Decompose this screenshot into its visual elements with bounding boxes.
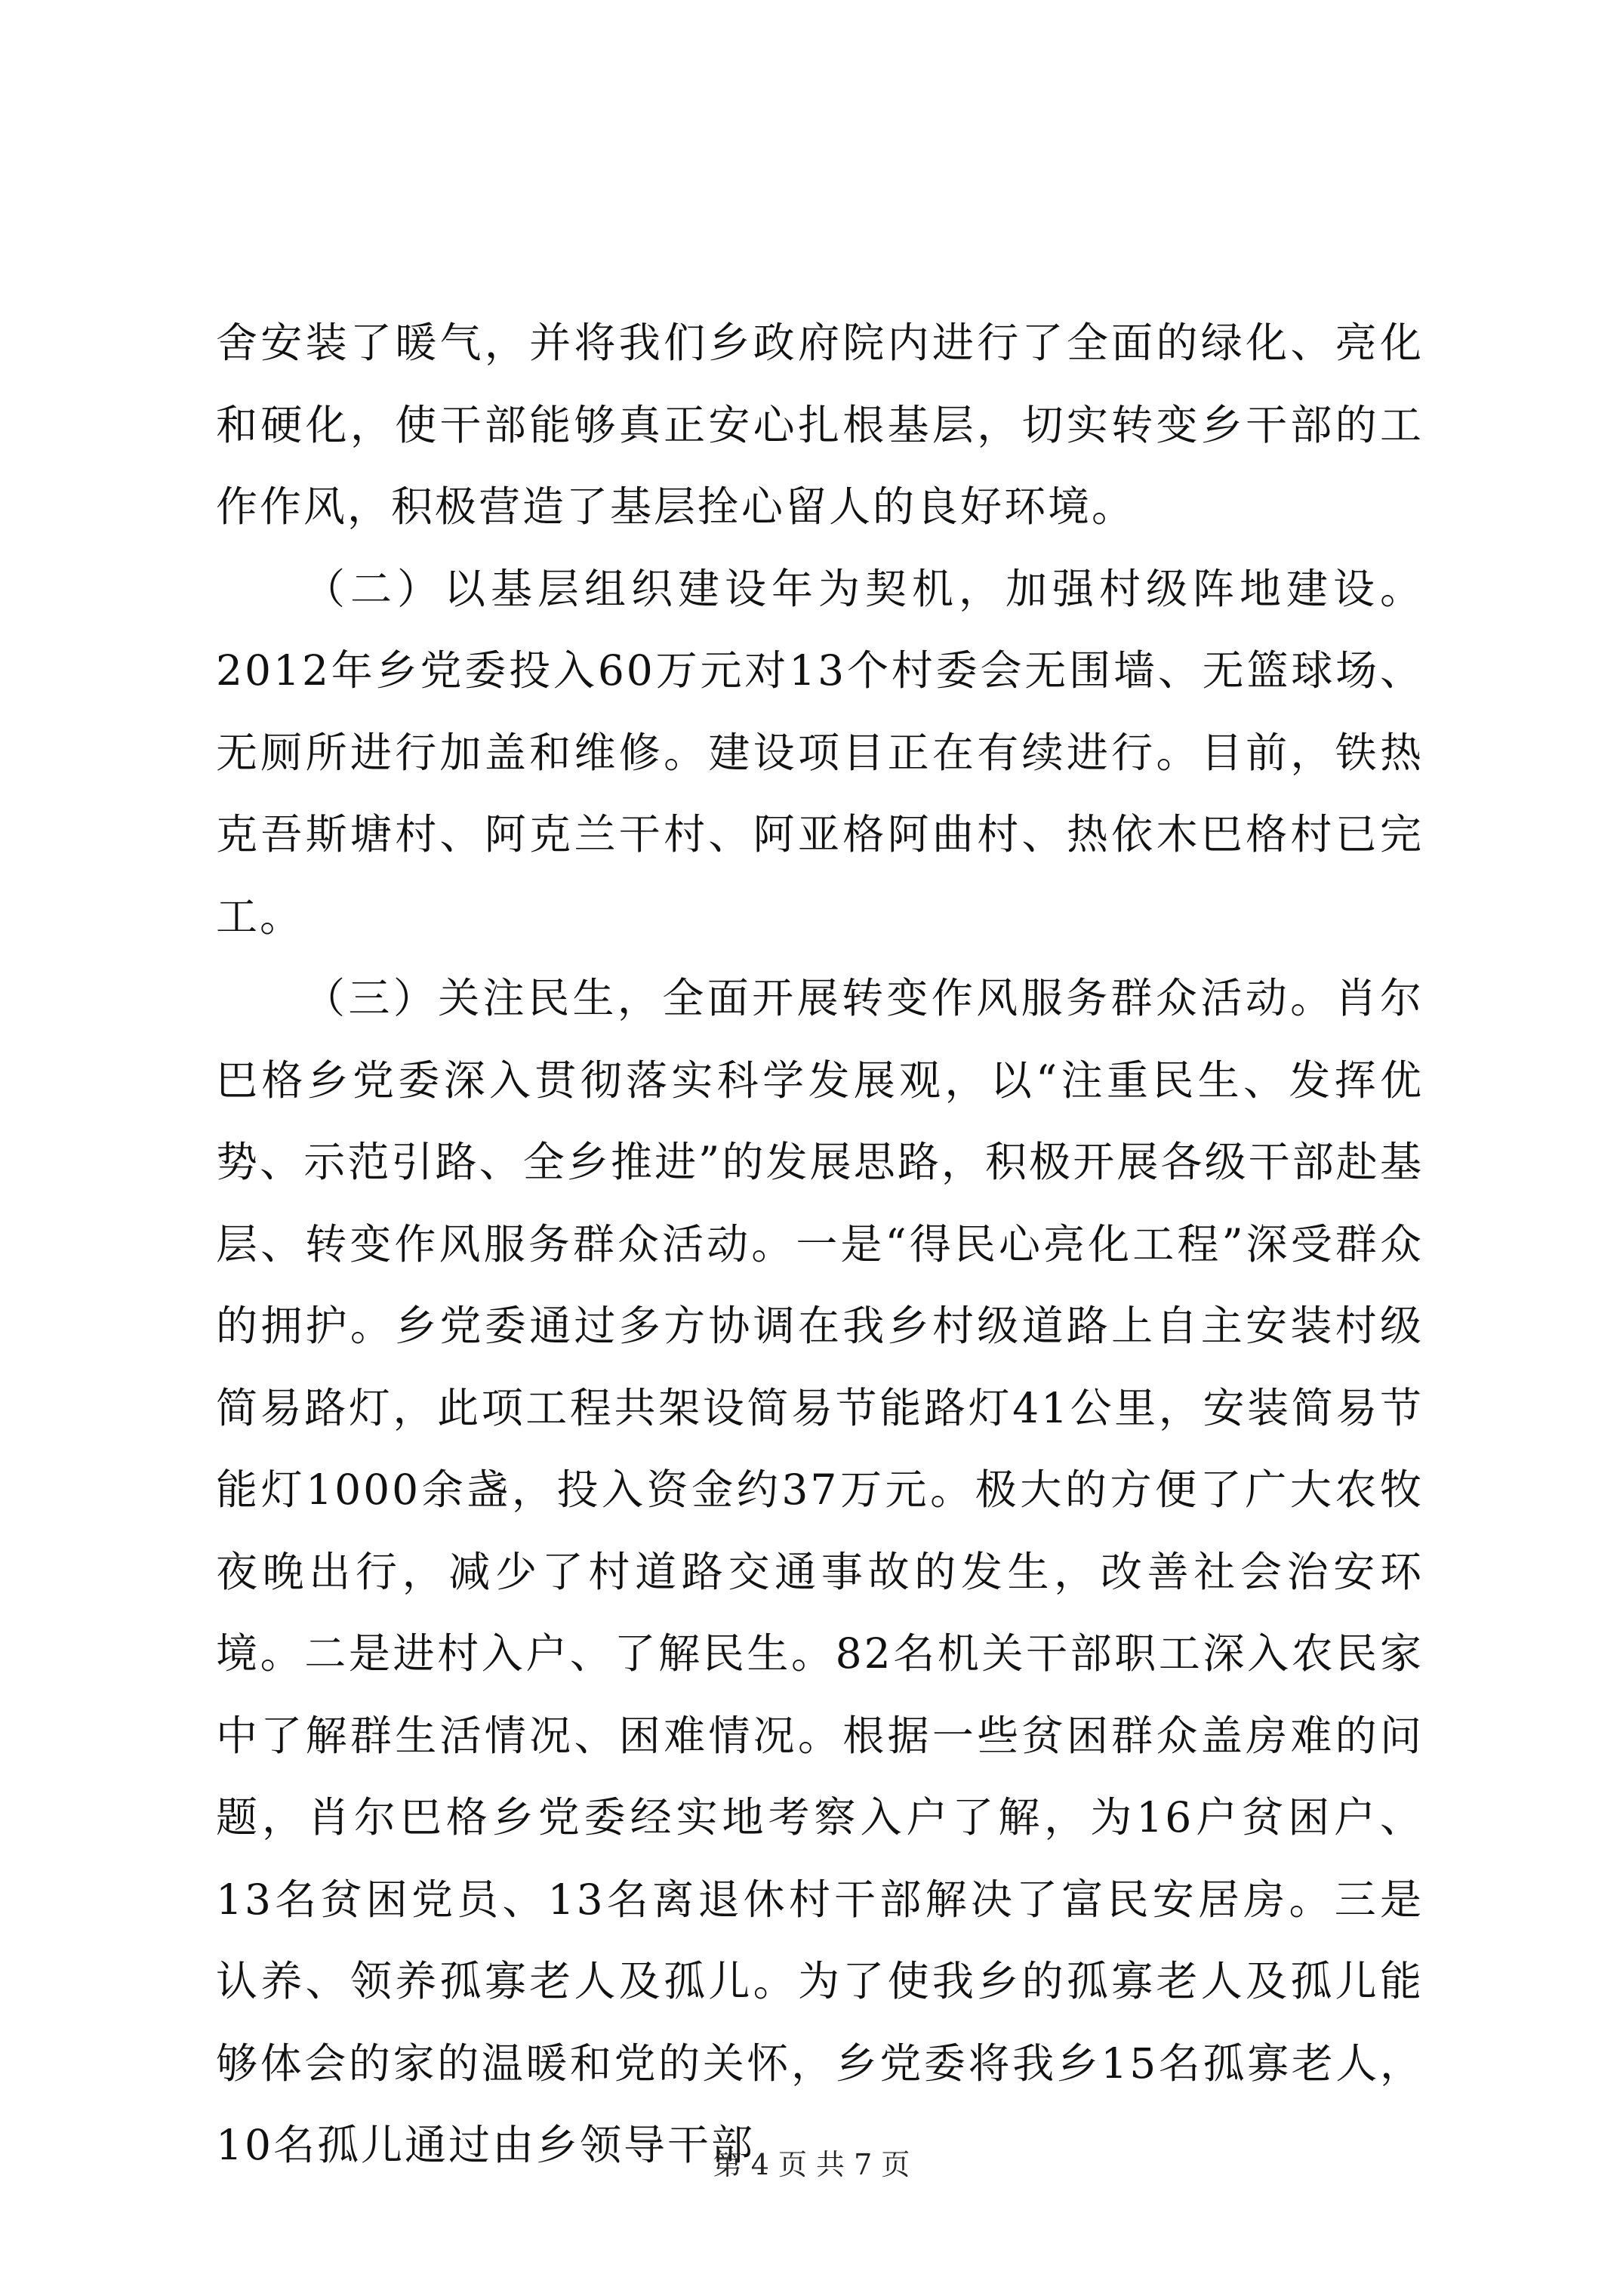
paragraph-1: 舍安装了暖气，并将我们乡政府院内进行了全面的绿化、亮化和硬化，使干部能够真正安心扎根基层，切实转变乡干部的工作作风，积极营造了基层拴心留人的良好环境。 bbox=[216, 319, 1424, 531]
document-body bbox=[216, 302, 1424, 2187]
page-footer bbox=[0, 2146, 1623, 2184]
paragraph-3: （三）关注民生，全面开展转变作风服务群众活动。肖尔巴格乡党委深入贯彻落实科学发展观，以“注重民生、发挥优势、示范引路、全乡推进”的发展思路，积极开展各级干部赴基层、转变作风服务群众活动。一是“得民心亮化工程”深受群众的拥护。乡党委通过多方协调在我乡村级道路上自主安装村级简易路灯，此项工程共架设简易节能路灯41公里，安装简易节能灯1000余盏，投入资金约37万元。极大的方便了广大农牧夜晚出行，减少了村道路交通事故的发生，改善社会治安环境。二是进村入户、了解民生。82名机关干部职工深入农民家中了解群生活情况、困难情况。根据一些贫困群众盖房难的问题，肖尔巴格乡党委经实地考察入户了解，为16户贫困户、13名贫困党员、13名离退休村干部解决了富民安居房。三是认养、领养孤寡老人及孤儿。为了使我乡的孤寡老人及孤儿能够体会的家的温暖和党的关怀，乡党委将我乡15名孤寡老人，10名孤儿通过由乡领导干部 bbox=[216, 974, 1424, 2169]
page-number-label: 第 4 页 共 7 页 bbox=[713, 2148, 910, 2181]
paragraph-2: （二）以基层组织建设年为契机，加强村级阵地建设。2012年乡党委投入60万元对13个村委会无围墙、无篮球场、无厕所进行加盖和维修。建设项目正在有续进行。目前，铁热克吾斯塘村、阿克兰干村、阿亚格阿曲村、热依木巴格村已完工。 bbox=[216, 564, 1424, 941]
